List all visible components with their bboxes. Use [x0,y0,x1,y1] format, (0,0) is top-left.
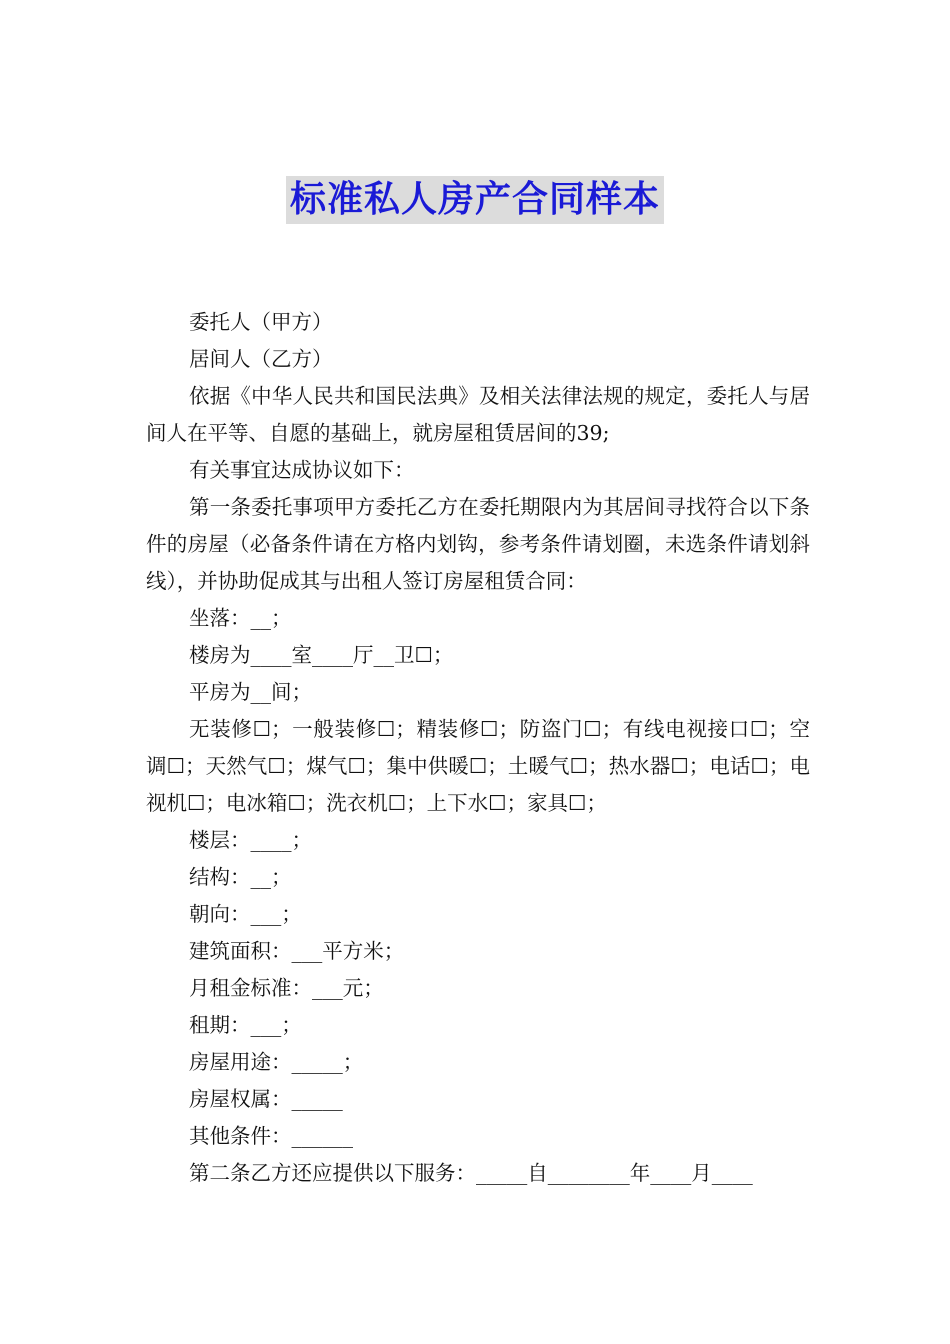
title-container [0,176,950,224]
paragraph-client: 委托人（甲方） [189,310,333,334]
field-apartment-layout: 楼房为____室____厅__卫☐； [189,643,454,667]
field-amenities-checklist: 无装修☐；一般装修☐；精装修☐；防盗门☐；有线电视接口☐；空调☐；天然气☐；煤气☐；集中供暖☐；土暖气☐；热水器☐；电话☐；电视机☐；电冰箱☐；洗衣机☐；上下水☐；家具☐； [146,717,810,815]
document-body [146,304,810,1192]
field-bungalow-rooms: 平房为__间； [189,680,312,704]
field-other-conditions: 其他条件：______ [189,1124,353,1148]
field-monthly-rent: 月租金标准：___元； [189,976,384,1000]
field-floor-area: 建筑面积：___平方米； [189,939,405,963]
paragraph-agreement-intro: 有关事宜达成协议如下： [189,458,415,482]
field-ownership: 房屋权属：_____ [189,1087,343,1111]
field-lease-term: 租期：___； [189,1013,302,1037]
field-location: 坐落：__； [189,606,292,630]
field-usage: 房屋用途：_____； [189,1050,364,1074]
field-orientation: 朝向：___； [189,902,302,926]
paragraph-article-1: 第一条委托事项甲方委托乙方在委托期限内为其居间寻找符合以下条件的房屋（必备条件请在方格内划钩，参考条件请划圈，未选条件请划斜线），并协助促成其与出租人签订房屋租赁合同： [146,495,810,593]
field-floor: 楼层：____； [189,828,312,852]
document-title: 标准私人房产合同样本 [286,176,664,224]
paragraph-intermediary: 居间人（乙方） [189,347,333,371]
field-structure: 结构：__； [189,865,292,889]
paragraph-article-2: 第二条乙方还应提供以下服务：_____自________年____月____ [189,1161,753,1185]
paragraph-legal-basis: 依据《中华人民共和国民法典》及相关法律法规的规定，委托人与居间人在平等、自愿的基础上，就房屋租赁居间的39; [146,384,810,445]
